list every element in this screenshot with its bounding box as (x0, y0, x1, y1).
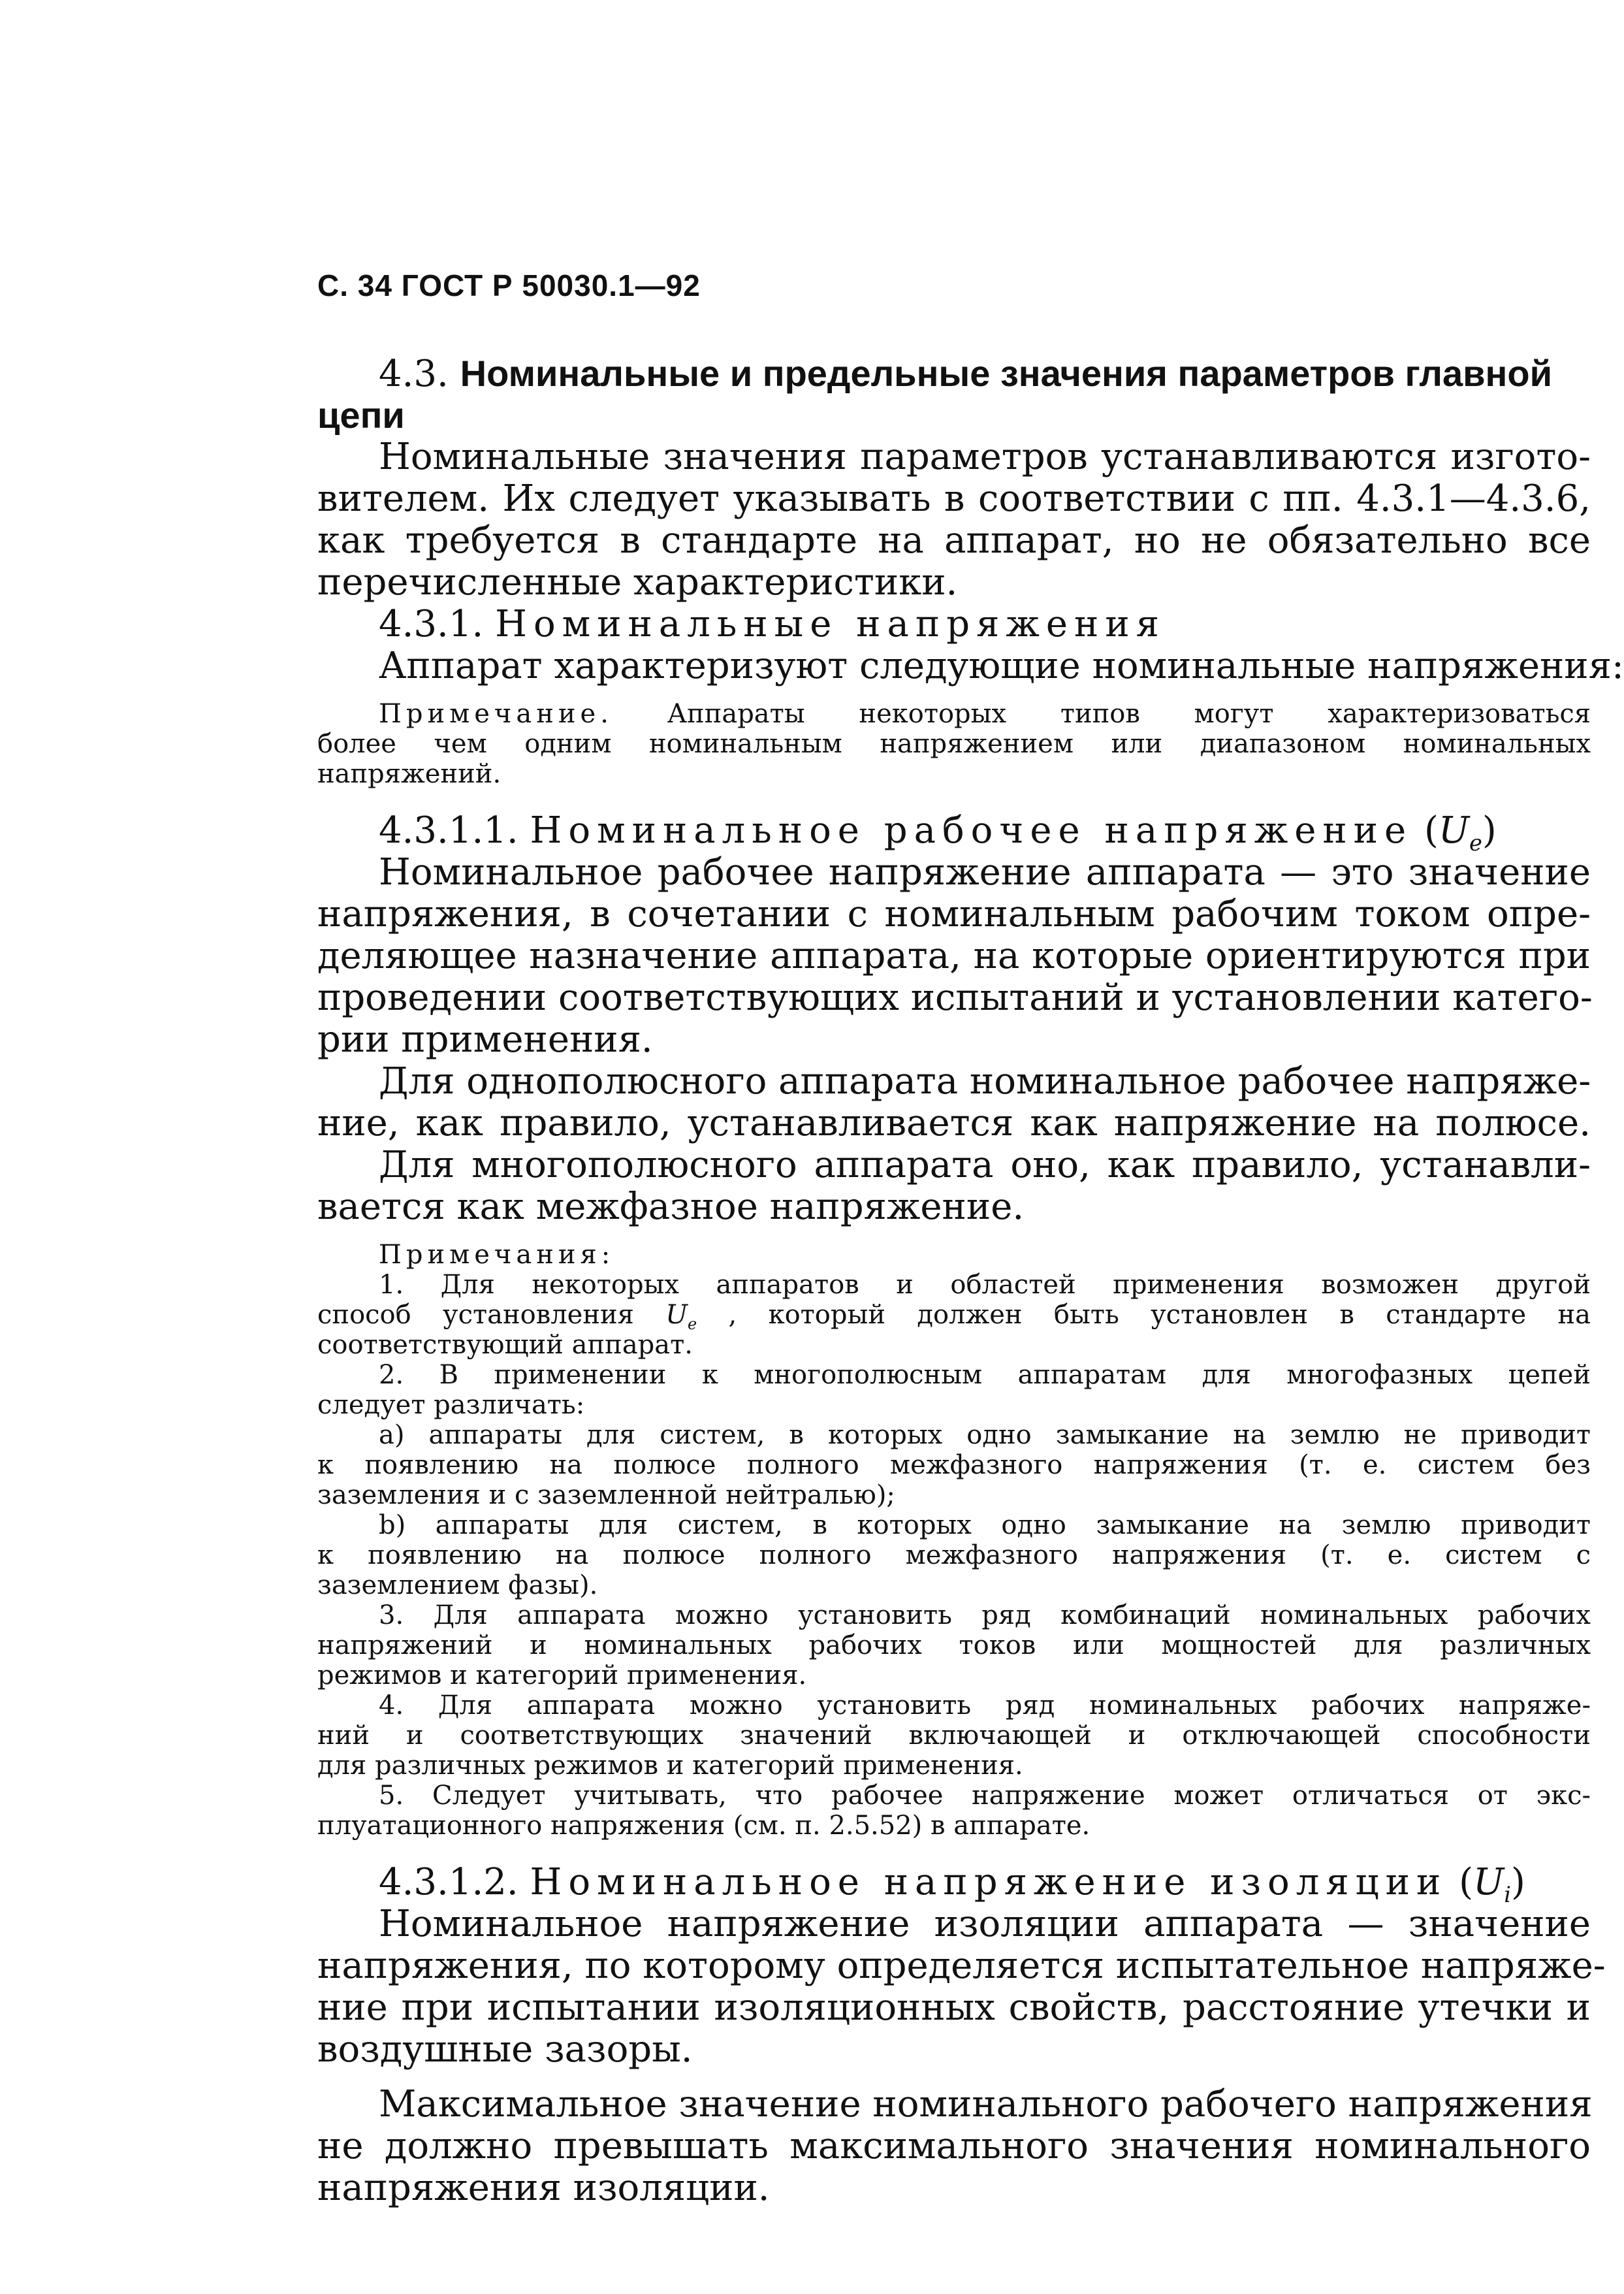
note-line: для различных режимов и категорий применения. (317, 1751, 1023, 1781)
paragraph-line: Номинальное рабочее напряжение аппарата — это значение (379, 851, 1591, 894)
paragraph-line: напряжения изоляции. (317, 2167, 770, 2209)
note-line: ний и соответствующих значений включающей и отключающей способности (317, 1720, 1591, 1751)
section-title: Номинальные и предельные значения параметров главной (460, 353, 1553, 394)
paragraph-line: ние, как правило, устанавливается как напряжение на полюсе. (317, 1102, 1591, 1144)
note-line: а) аппараты для систем, в которых одно замыкание на землю не приводит (379, 1420, 1591, 1450)
paragraph-line: напряжения, в сочетании с номинальным рабочим током опре- (317, 893, 1591, 935)
note-line: b) аппараты для систем, в которых одно замыкание на землю приводит (379, 1510, 1591, 1540)
paragraph-line: вителем. Их следует указывать в соответствии с пп. 4.3.1—4.3.6, (317, 477, 1591, 520)
section-title: Номинальные напряжения (495, 603, 1166, 645)
paragraph-line: вается как межфазное напряжение. (317, 1186, 1025, 1228)
section-number: 4.3.1.2. (379, 1861, 518, 1903)
symbol-close: ) (1510, 1861, 1525, 1903)
symbol-letter: U (665, 1300, 688, 1330)
note-text: Аппараты некоторых типов могут характеризоваться (667, 699, 1591, 729)
section-4-3-1-heading (317, 604, 1591, 645)
symbol-letter: U (1438, 809, 1470, 852)
note-line: следует различать: (317, 1390, 585, 1420)
paragraph-line: перечисленные характеристики. (317, 561, 958, 604)
note-line: более чем одним номинальным напряжением или диапазоном номинальных (317, 729, 1591, 759)
paragraph-line: деляющее назначение аппарата, на которые ориентируются при (317, 935, 1591, 977)
note-line: 1. Для некоторых аппаратов и областей применения возможен другой (379, 1270, 1591, 1300)
section-title-cont: цепи (317, 395, 405, 436)
section-number: 4.3.1. (379, 603, 484, 645)
section-number: 4.3.1.1. (379, 809, 518, 852)
paragraph-line: проведении соответствующих испытаний и установлении катего- (317, 977, 1593, 1019)
paragraph-line: Для однополюсного аппарата номинальное рабочее напряже- (379, 1060, 1591, 1103)
symbol-open: ( (1424, 809, 1439, 852)
symbol-sub: i (1504, 1882, 1511, 1908)
note-line: плуатационного напряжения (см. п. 2.5.52) в аппарате. (317, 1811, 1091, 1841)
note-line: 2. В применении к многополюсным аппаратам для многофазных цепей (379, 1360, 1591, 1390)
note-line: режимов и категорий применения. (317, 1660, 807, 1690)
note-label: Примечание. (379, 699, 613, 729)
section-4-3-heading (317, 353, 1591, 395)
notes-label: Примечания: (379, 1240, 615, 1270)
note-line: к появлению на полюсе полного межфазного напряжения (т. е. систем с (317, 1540, 1591, 1570)
paragraph-line: Номинальное напряжение изоляции аппарата — значение (379, 1903, 1591, 1945)
symbol-open: ( (1459, 1861, 1473, 1903)
paragraph-line: напряжения, по которому определяется испытательное напряже- (317, 1945, 1606, 1987)
symbol-letter: U (1473, 1861, 1505, 1903)
paragraph-line: Номинальные значения параметров устанавливаются изгото- (379, 436, 1591, 478)
note-line: напряжений. (317, 759, 502, 789)
page-header: С. 34 ГОСТ Р 50030.1—92 (317, 268, 701, 302)
paragraph-line: ние при испытании изоляционных свойств, расстояние утечки и (317, 1986, 1591, 2029)
note-line: напряжений и номинальных рабочих токов или мощностей для различных (317, 1630, 1591, 1660)
note-text: способ установления (317, 1300, 634, 1330)
note-line: к появлению на полюсе полного межфазного напряжения (т. е. систем без (317, 1450, 1591, 1480)
paragraph-line: воздушные зазоры. (317, 2028, 693, 2071)
paragraph-line: Максимальное значение номинального рабочего напряжения (379, 2083, 1593, 2125)
paragraph-line: Аппарат характеризуют следующие номинальные напряжения: (379, 645, 1624, 687)
note-line: 4. Для аппарата можно установить ряд номинальных рабочих напряже- (379, 1690, 1591, 1720)
symbol-close: ) (1482, 809, 1497, 852)
paragraph-line: рии применения. (317, 1018, 653, 1061)
symbol-sub: e (1469, 830, 1482, 856)
paragraph-line: не должно превышать максимального значения номинального (317, 2125, 1591, 2167)
section-number: 4.3. (379, 353, 449, 395)
paragraph-line: как требуется в стандарте на аппарат, но не обязательно все (317, 519, 1591, 562)
section-title: Номинальное напряжение изоляции (530, 1861, 1448, 1903)
section-title: Номинальное рабочее напряжение (530, 809, 1413, 852)
note-line: соответствующий аппарат. (317, 1330, 693, 1360)
note-text: , который должен быть установлен в стандарте на (728, 1300, 1591, 1330)
note-line: 3. Для аппарата можно установить ряд комбинаций номинальных рабочих (379, 1600, 1591, 1630)
note-line: заземлением фазы). (317, 1570, 598, 1600)
paragraph-line: Для многополюсного аппарата оно, как правило, устанавли- (379, 1144, 1591, 1186)
note-line (317, 699, 1591, 729)
note-line: заземления и с заземленной нейтралью); (317, 1480, 895, 1510)
note-line: 5. Следует учитывать, что рабочее напряжение может отличаться от экс- (379, 1781, 1591, 1811)
symbol-sub: e (687, 1315, 697, 1333)
